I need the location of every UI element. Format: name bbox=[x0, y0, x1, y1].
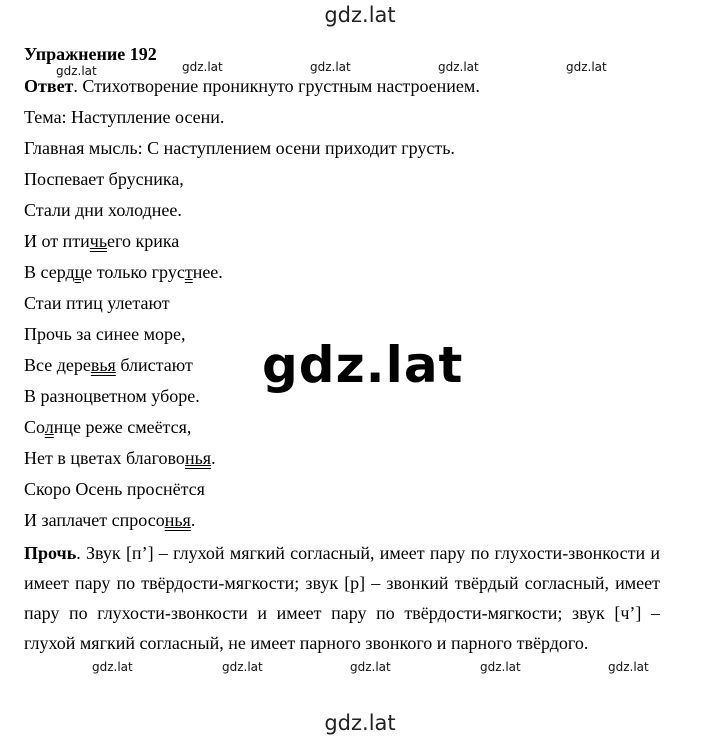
watermark-small: gdz.lat bbox=[222, 660, 263, 674]
poem-line: Стаи птиц улетают bbox=[24, 293, 170, 313]
underlined-letters: т bbox=[184, 262, 193, 282]
poem-line: Солнце реже смеётся, bbox=[24, 417, 192, 437]
watermark-small: gdz.lat bbox=[480, 660, 521, 674]
watermark-small: gdz.lat bbox=[182, 60, 223, 74]
watermark-small: gdz.lat bbox=[92, 660, 133, 674]
underlined-letters: ц bbox=[74, 262, 85, 282]
poem-line: В сердце только грустнее. bbox=[24, 262, 223, 282]
poem-line: Стали дни холоднее. bbox=[24, 200, 182, 220]
poem-line: И от птичьего крика bbox=[24, 231, 180, 251]
watermark-bottom: gdz.lat bbox=[324, 711, 396, 735]
theme-line: Тема: Наступление осени. bbox=[24, 107, 225, 127]
poem-line: Нет в цветах благовонья. bbox=[24, 448, 216, 468]
watermark-small: gdz.lat bbox=[566, 60, 607, 74]
analysis-text: . Звук [п’] – глухой мягкий согласный, имеет пару по глухости-звонкости и имеет пару по твёрдости-мягкости; звук [р] – звонкий твёрдый согласный, имеет пару по глухости-звонкости и имеет пару по твёрдости-мягкости; звук [ч’] – глухой мягкий согласный, не имеет парного звонкого и парного твёрдого. bbox=[24, 543, 660, 653]
phonetic-analysis bbox=[24, 538, 660, 658]
underlined-letters: л bbox=[44, 417, 54, 437]
watermark-small: gdz.lat bbox=[310, 60, 351, 74]
poem-line: Поспевает брусника, bbox=[24, 169, 184, 189]
answer-text: . Стихотворение проникнуто грустным настроением. bbox=[73, 76, 480, 96]
poem-line: Скоро Осень проснётся bbox=[24, 479, 205, 499]
underlined-letters: вья bbox=[90, 355, 116, 375]
underlined-letters: нья bbox=[184, 448, 212, 468]
poem-line: И заплачет спросонья. bbox=[24, 510, 196, 530]
main-idea-line: Главная мысль: С наступлением осени приходит грусть. bbox=[24, 138, 455, 158]
analysis-label: Прочь bbox=[24, 543, 77, 563]
watermark-top: gdz.lat bbox=[324, 3, 396, 27]
exercise-title: Упражнение 192 bbox=[24, 44, 157, 64]
watermark-small: gdz.lat bbox=[350, 660, 391, 674]
poem-line: Прочь за синее море, bbox=[24, 324, 186, 344]
watermark-small: gdz.lat bbox=[438, 60, 479, 74]
poem-line: Все деревья блистают bbox=[24, 355, 193, 375]
watermark-small: gdz.lat bbox=[608, 660, 649, 674]
watermark-center: gdz.lat bbox=[262, 336, 464, 394]
poem-line: В разноцветном уборе. bbox=[24, 386, 200, 406]
answer-label: Ответ bbox=[24, 76, 74, 96]
underlined-letters: нья bbox=[164, 510, 191, 530]
answer-line bbox=[24, 76, 480, 97]
underlined-letters: чь bbox=[89, 231, 108, 251]
watermark-small: gdz.lat bbox=[56, 64, 97, 78]
